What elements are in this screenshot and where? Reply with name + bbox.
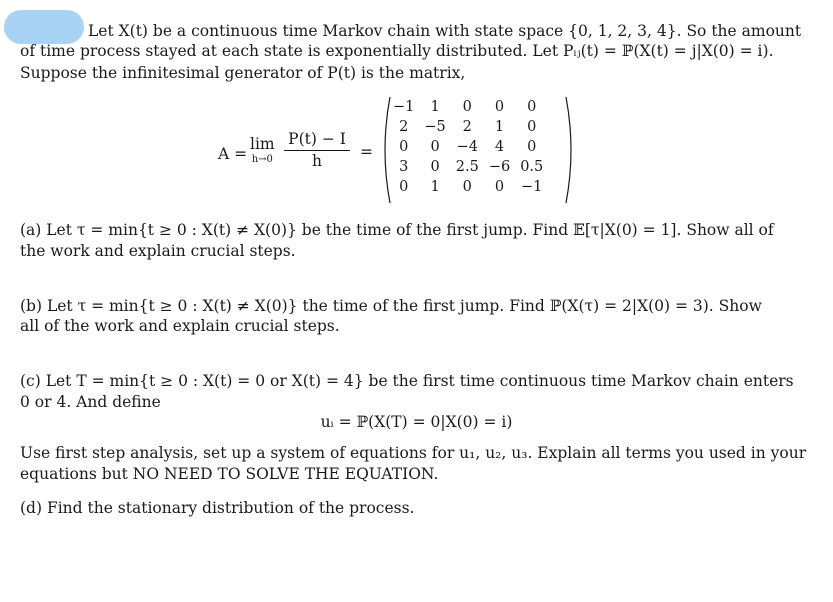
limit-label: lim [250, 135, 275, 153]
matrix-cell: 0 [430, 139, 440, 155]
matrix-cell: 0 [494, 179, 505, 195]
part-c-line-2: 0 or 4. And define [20, 393, 161, 411]
fraction-denominator: h [312, 152, 322, 171]
matrix-cell: −4 [456, 139, 478, 155]
part-c-line-4: equations but NO NEED TO SOLVE THE EQUATION. [20, 465, 439, 483]
fraction-bar [284, 150, 350, 151]
part-b-line-2: all of the work and explain crucial steps. [20, 317, 340, 335]
part-c-formula: uᵢ = ℙ(X(T) = 0|X(0) = i) [320, 413, 513, 431]
part-d-line-1: (d) Find the stationary distribution of the process. [20, 499, 415, 517]
redaction-blob [4, 10, 84, 44]
part-a-line-1: (a) Let τ = min{t ≥ 0 : X(t) ≠ X(0)} be the time of the first jump. Find 𝔼[τ|X(0) = 1]. Show all of [20, 221, 774, 239]
matrix-cell: 2 [399, 119, 409, 135]
part-c-line-1: (c) Let T = min{t ≥ 0 : X(t) = 0 or X(t) = 4} be the first time continuous time Markov chain enters [20, 372, 794, 390]
matrix-cell: 0 [494, 99, 505, 115]
fraction [284, 130, 350, 172]
part-a-line-2: the work and explain crucial steps. [20, 242, 296, 260]
matrix-cell: 3 [399, 159, 409, 175]
matrix-cell: 0 [399, 139, 409, 155]
matrix-cell: 0.5 [520, 159, 544, 175]
matrix-cell: 0 [527, 139, 537, 155]
matrix-cell: 0 [527, 99, 537, 115]
matrix-cell: 1 [430, 179, 440, 195]
matrix-cell: −1 [393, 99, 415, 115]
equals-sign: = [360, 143, 373, 161]
intro-line-3: Suppose the infinitesimal generator of P(t) is the matrix, [20, 64, 466, 82]
fraction-numerator: P(t) − I [288, 130, 346, 148]
intro-line-1: Let X(t) be a continuous time Markov chain with state space {0, 1, 2, 3, 4}. So the amount [88, 22, 802, 40]
matrix-cell: 1 [430, 99, 440, 115]
equation-lhs: A = [218, 145, 248, 163]
matrix-cell: −5 [424, 119, 446, 135]
right-paren [564, 95, 578, 205]
matrix-cell: 0 [430, 159, 440, 175]
matrix-cell: −1 [521, 179, 543, 195]
matrix-cell: 0 [462, 99, 472, 115]
matrix-cell: 2 [462, 119, 472, 135]
limit-subscript: h→0 [251, 153, 273, 165]
generator-matrix [388, 97, 548, 197]
matrix-cell: 0 [399, 179, 409, 195]
matrix-cell: 0 [462, 179, 472, 195]
part-c-line-3: Use first step analysis, set up a system of equations for u₁, u₂, u₃. Explain all terms you used in your [20, 444, 807, 462]
matrix-cell: 2.5 [455, 159, 479, 175]
matrix-cell: −6 [488, 159, 511, 175]
generator-equation [0, 95, 833, 205]
part-b-line-1: (b) Let τ = min{t ≥ 0 : X(t) ≠ X(0)} the time of the first jump. Find ℙ(X(τ) = 2|X(0) = 3). Show [20, 297, 762, 315]
matrix-cell: 1 [494, 119, 505, 135]
limit-operator [250, 137, 275, 165]
matrix-cell: 0 [527, 119, 537, 135]
intro-line-2: of time process stayed at each state is exponentially distributed. Let Pᵢⱼ(t) = ℙ(X(t) = j|X(0) = i). [20, 42, 774, 60]
matrix-cell: 4 [494, 139, 505, 155]
